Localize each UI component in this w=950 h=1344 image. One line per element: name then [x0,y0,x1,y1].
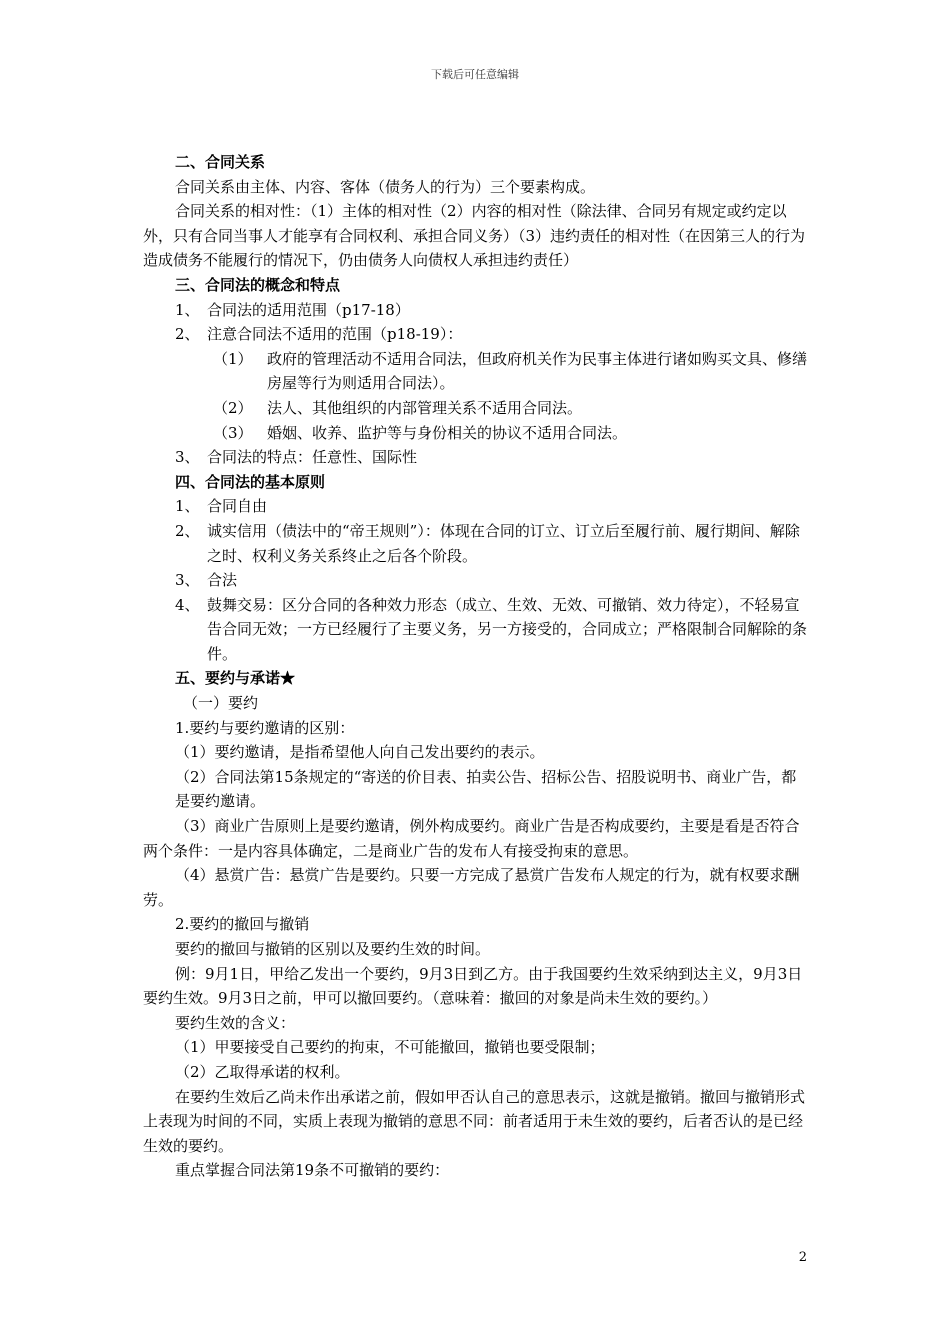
section-heading: 二、合同关系 [175,153,266,171]
paragraph: 合同关系的相对性：（1）主体的相对性（2）内容的相对性（除法律、合同另有规定或约定以外，只有合同当事人才能享有合同权利、承担合同义务）（3）违约责任的相对性（在因第三人的行为造成债务不能履行的情况下，仍由债务人向债权人承担违约责任） [143,202,806,270]
section-heading: 四、合同法的基本原则 [175,472,326,491]
list-item: 4、 鼓舞交易：区分合同的各种效力形态（成立、生效、无效、可撤销、效力待定），不轻易宣告合同无效；一方已经履行了主要义务，另一方接受的，合同成立；严格限制合同解除的条件。 [175,595,808,663]
paragraph: 要约生效的含义： [175,1013,296,1032]
page-number: 2 [798,1250,807,1265]
paragraph: （4）悬赏广告：悬赏广告是要约。只要一方完成了悬赏广告发布人规定的行为，就有权要求酬劳。 [143,866,800,909]
paragraph: 2.要约的撤回与撤销 [175,915,310,934]
list-item: 1、 合同自由 [175,497,268,516]
paragraph: （2）合同法第15条规定的“寄送的价目表、拍卖公告、招标公告、招股说明书、商业广告，都是要约邀请。 [175,767,797,811]
paragraph: 例：9月1日，甲给乙发出一个要约，9月3日到乙方。由于我国要约生效采纳到达主义，9月3日要约生效。9月3日之前，甲可以撤回要约。（意味着：撤回的对象是尚未生效的要约。） [143,964,803,1008]
page-header: 下载后可任意编辑 [431,68,519,81]
paragraph: 合同关系由主体、内容、客体（债务人的行为）三个要素构成。 [175,177,596,196]
section-heading: 五、要约与承诺★ [175,669,296,688]
list-item: 3、 合法 [175,571,238,590]
list-item: 2、 诚实信用（债法中的“帝王规则”）：体现在合同的订立、订立后至履行前、履行期间、解除之时、权利义务关系终止之后各个阶段。 [175,521,800,565]
paragraph: （3）商业广告原则上是要约邀请，例外构成要约。商业广告是否构成要约，主要是看是否符合两个条件：一是内容具体确定，二是商业广告的发布人有接受拘束的意思。 [143,817,800,860]
paragraph: （1）甲要接受自己要约的拘束，不可能撤回，撤销也要受限制； [175,1038,605,1057]
document-body [143,150,808,1183]
list-item: 3、 合同法的特点：任意性、国际性 [175,448,418,467]
sub-list-item: （3） 婚姻、收养、监护等与身份相关的协议不适用合同法。 [213,423,628,442]
sub-list-item: （2） 法人、其他组织的内部管理关系不适用合同法。 [213,398,583,417]
list-item: 2、 注意合同法不适用的范围（p18-19）： [175,325,463,344]
paragraph: 要约的撤回与撤销的区别以及要约生效的时间。 [175,940,491,958]
section-heading: 三、合同法的概念和特点 [175,275,341,294]
paragraph: 1.要约与要约邀请的区别： [175,718,355,737]
list-item: 1、 合同法的适用范围（p17-18） [175,300,410,319]
paragraph: （1）要约邀请，是指希望他人向自己发出要约的表示。 [175,743,545,762]
paragraph: 在要约生效后乙尚未作出承诺之前，假如甲否认自己的意思表示，这就是撤销。撤回与撤销形式上表现为时间的不同，实质上表现为撤销的意思不同：前者适用于未生效的要约，后者否认的是已经生效的要约。 [143,1087,806,1155]
paragraph: （2）乙取得承诺的权利。 [175,1062,350,1081]
paragraph: 重点掌握合同法第19条不可撤销的要约： [175,1161,450,1180]
sub-list-item: （1） 政府的管理活动不适用合同法，但政府机关作为民事主体进行诸如购买文具、修缮房屋等行为则适用合同法）。 [213,349,808,393]
subsection-heading: （一）要约 [183,694,259,713]
